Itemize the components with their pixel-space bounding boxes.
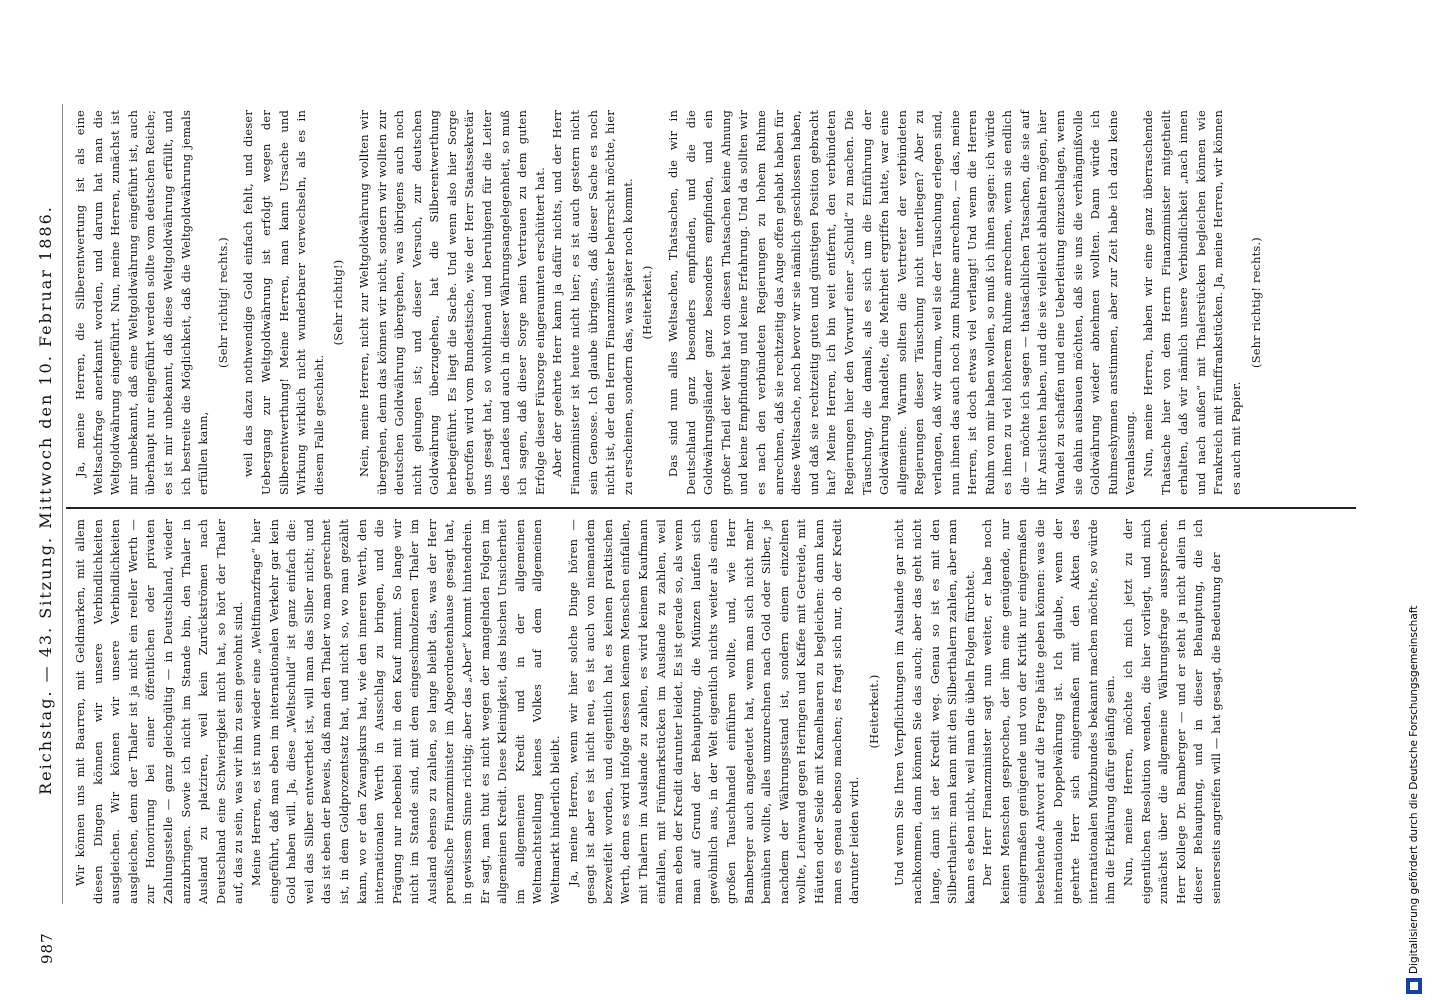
page-header (34, 0, 62, 1000)
interjection: (Sehr richtig! rechts.) (215, 237, 230, 368)
footer-text: Digitalisierung gefördert durch die Deutsche Forschungsgemeinschaft (1408, 605, 1420, 974)
dfg-logo-icon (1406, 978, 1422, 994)
paragraph: Ja, meine Herren, wenn wir hier solche Dinge hören — gesagt ist aber es ist nicht neu, es ist auch von niemandem bezweifelt worden, und eigentlich hat es keinen praktischen Werth, denn es wird infolge dessen keinem Menschen einfallen, mit Thalern im Auslande zu zahlen, es wird keinem Kaufmann einfallen, mit Fünfmarkstücken im Auslande zu zahlen, weil man eben der Kredit darunter leidet. Es ist gerade so, als wenn man auf Grund der Behauptung, die Münzen laufen sich gewöhnlich aus, in der Welt eigentlich nichts weiter als einen großen Tauschhandel einführen wollte, und, wie Herr Bamberger auch angedeutet hat, wenn man sich nicht mehr bemühen wollte, alles umzurechnen nach Gold oder Silber, je nachdem der Währungsstand ist, sondern einem einzelnen wollte, Leinwand gegen Heringen und Kaffee mit Getreide, mit Häuten oder Seide mit Kamelhaaren zu begleichen: dann kann man es genau ebenso machen; es fragt sich nur, ob der Kredit darunter leiden wird. (565, 519, 862, 904)
interjection: (Heiterkeit.) (640, 265, 655, 340)
interjection: (Sehr richtig!) (331, 259, 346, 346)
paragraph: weil das dazu nothwendige Gold einfach fehlt, und dieser Uebergang zur Weltgoldwährung ist erfolgt wegen der Silberentwerthung! Meine Herren, man kann Ursache und Wirkung wirklich nicht wunderbarer verwechseln, als es in diesem Falle geschieht. (241, 110, 326, 495)
paragraph: Das sind nun alles Weltsachen, Thatsachen, die wir in Deutschland ganz besonders empfinden, und die die Goldwährungsländer ganz besonders empfinden, und ein großer Theil der Welt hat von diesen Thatsachen keine Ahnung und keine Empfindung und keine Erfahrung. Und da sollten wir es nach den verbündeten Regierungen zu hohem Ruhme anrechnen, daß sie rechtzeitig das Auge offen gehabt haben für diese Weltsache, noch bevor wir sie nämlich geschlossen haben, und daß sie rechtzeitig guten und günstigen Position gebracht hat? Meine Herren, ich bin weit entfernt, den verbündeten Regierungen hier den Vorwurf einer „Schuld“ zu machen. Die Täuschung, die damals, als es sich um die Einführung der Goldwährung handelte, die Mehrheit ergriffen hatte, war eine allgemeine. Warum sollten die Vertreter der verbündeten Regierungen dieser Täuschung nicht unterliegen? Aber zu verlangen, daß wir darum, weil sie der Täuschung erlegen sind, nun ihnen das auch noch zum Ruhme anrechnen, — das, meine Herren, ist doch etwas viel verlangt! Und wenn die Herren Ruhm von mir haben wollen, so muß ich ihnen sagen: ich würde es ihnen zu viel höherem Ruhme anrechnen, wenn sie endlich die — möchte ich sagen — thatsächlichen Tatsachen, die sie auf ihr Ansichten haben, und die sie vielleicht abhalten mögen, hier Wandel zu schaffen und eine Ueberleitung einzuschlagen, wenn sie dahin ausbauen möchten, daß sie uns die verhängnißvolle Goldwährung wieder abnehmen wollten. Dann würde ich Ruhmeshymnen anstimmen, aber zur Zeit habe ich dazu keine Veranlassung. (666, 110, 1138, 495)
digitization-footer (1402, 0, 1426, 1000)
paragraph: Ja, meine Herren, die Silberentwertung ist als eine Weltsachfrage anerkannt worden, und darum hat man die Weltgoldwährung eingeführt. Nun, meine Herren, zunächst ist mir unbekannt, daß eine Weltgoldwährung eingeführt ist, auch überhaupt nur eingeführt werden sollte vom deutschen Reiche; es ist mir unbekannt, daß diese Weltgoldwährung erfüllt, und ich bestreite die Möglichkeit, daß die Weltgoldwährung jemals erfüllen kann, (73, 110, 211, 495)
paragraph: Wir können uns mit Baarren, mit Geldmarken, mit allem diesen Dingen können wir unsere Verbindlichkeiten ausgleichen. Wir können wir unsere Verbindlichkeiten ausgleichen, denn der Thaler ist ja nicht ein reeller Werth — zur Honorirung bei einer öffentlichen oder privaten Zahlungsstelle — ganz gleichgültig — in Deutschland, wieder anzubringen. Sowie ich nicht im Stande bin, den Thaler in Ausland zu platziren, weil kein Zurückströmen nach Deutschland eine Schwierigkeit nicht hat, so hört der Thaler auf, das zu sein, was wir ihn zu sein gewohnt sind. (73, 519, 246, 904)
paragraph: Meine Herren, es ist nun wieder eine „Weltfinanzfrage“ hier eingeführt, daß man eben im internationalen Verkehr gar kein Gold haben will. Ja, diese „Weltschuld“ ist ganz einfach die: weil das Silber entwerthet ist, will man das Silber nicht; und das ist eben der Beweis, daß man den Thaler wo man gerechnet ist, in dem Goldprozentsatz hat, und nicht so, wo man gezählt kann, wo er den Zwangskurs hat, wie den inneren Werth, den internationalen Werth in Ausschlag zu bringen, und die Prägung nur nebenbei mit in den Kauf nimmt. So lange wir nicht im Stande sind, mit dem eingeschmolzenen Thaler im Ausland ebenso zu zahlen, so lange bleibt das, was der Herr preußische Finanzminister im Abgeordnetenhause gesagt hat, in gewissem Sinne richtig; aber das „Aber“ kommt hintendrein. Er sagt, man thut es nicht wegen der mangelnden Folgen im allgemeinen Kredit. Diese Kleinigkeit, das bischen Unsicherheit im allgemeinen Kredit und in der allgemeinen Weltmachtstellung keines Volkes auf dem allgemeinen Weltmarkt hinderlich bleibt. (248, 519, 563, 904)
page-number: 987 (38, 932, 56, 964)
paragraph: Nein, meine Herren, nicht zur Weltgoldwährung wollten wir übergehen, denn das können wir nicht, sondern wir wollten zur deutschen Goldwährung übergehen, was übrigens auch noch nicht gelungen ist; und dieser Versuch, zur deutschen Goldwährung überzugehen, hat die Silberentwerthung herbeigeführt. Es liegt die Sache. Und wenn also hier Sorge getroffen wird vom Bundestische, wie der Herr Staatssekretär uns gesagt hat, so wohlthuend und beruhigend für die Leiter des Landes und auch in dieser Währungsangelegenheit, so muß ich sagen, daß dieser Sorge mein Vertrauen zu dem guten Erfolge dieser Fürsorge eingeraumten erschüttert hat. (356, 110, 547, 495)
column-divider (66, 507, 1356, 509)
paragraph: Und wenn Sie Ihren Verpflichtungen im Auslande gar nicht nachkommen, dann können Sie das auch; aber das geht nicht lange, dann ist der Kredit weg. Genau so ist es mit den Silberthalern: man kann mit den Silberthalern zahlen, aber man kann es eben nicht, weil man die übeln Folgen fürchtet. (892, 519, 977, 904)
header-rule (62, 104, 63, 904)
paragraph: Nun, meine Herren, haben wir eine ganz überraschende Thatsache hier von dem Herrn Finanzminister mitgetheilt erhalten, daß wir nämlich unsere Verbindlichkeit „nach innen und nach außen“ mit Thalerstücken begleichen können wie Frankreich mit Fünffrankstücken. Ja, meine Herren, wir können es auch mit Papier. (1141, 110, 1243, 495)
paragraph: Nun, meine Herren, möchte ich mich jetzt zu der eigentlichen Resolution wenden, die hier vorliegt, und mich zunächst über die allgemeine Währungsfrage aussprechen. Herr Kollege Dr. Bamberger — und er steht ja nicht allein in dieser Behauptung, und in dieser Behauptung, die ich seinerseits angreifen will — hat gesagt, die Bedeutung der (1121, 519, 1223, 904)
paragraph: Aber der geehrte Herr kann ja dafür nichts, und der Herr Finanzminister ist heute nicht hier; es ist auch gestern nicht sein Genosse. Ich glaube übrigens, daß dieser Sache es noch nicht ist, der den Herrn Finanzminister beherrscht möchte, hier zu erscheinen, sondern das, was später noch kommt. (550, 110, 635, 495)
column-left (72, 519, 1226, 904)
paragraph: Der Herr Finanzminister sagt nun weiter, er habe noch keinen Menschen gesprochen, der ihm eine genügende, nur einigermaßen genügende und von der Kritik nur einigermaßen bestehende Antwort auf die Frage hätte geben können: was die internationale Doppelwährung ist. Ich glaube, wenn der geehrte Herr sich einigermaßen mit den Akten des internationalen Münzbundes bekannt machen möchte, so würde ihm die Erklärung dafür gelänfig sein. (980, 519, 1118, 904)
interjection: (Heiterkeit.) (866, 674, 881, 749)
running-title: Reichstag. — 43. Sitzung. Mittwoch den 10. Februar 1886. (36, 205, 55, 795)
column-right (72, 110, 1273, 495)
interjection: (Sehr richtig! rechts.) (1248, 237, 1263, 368)
